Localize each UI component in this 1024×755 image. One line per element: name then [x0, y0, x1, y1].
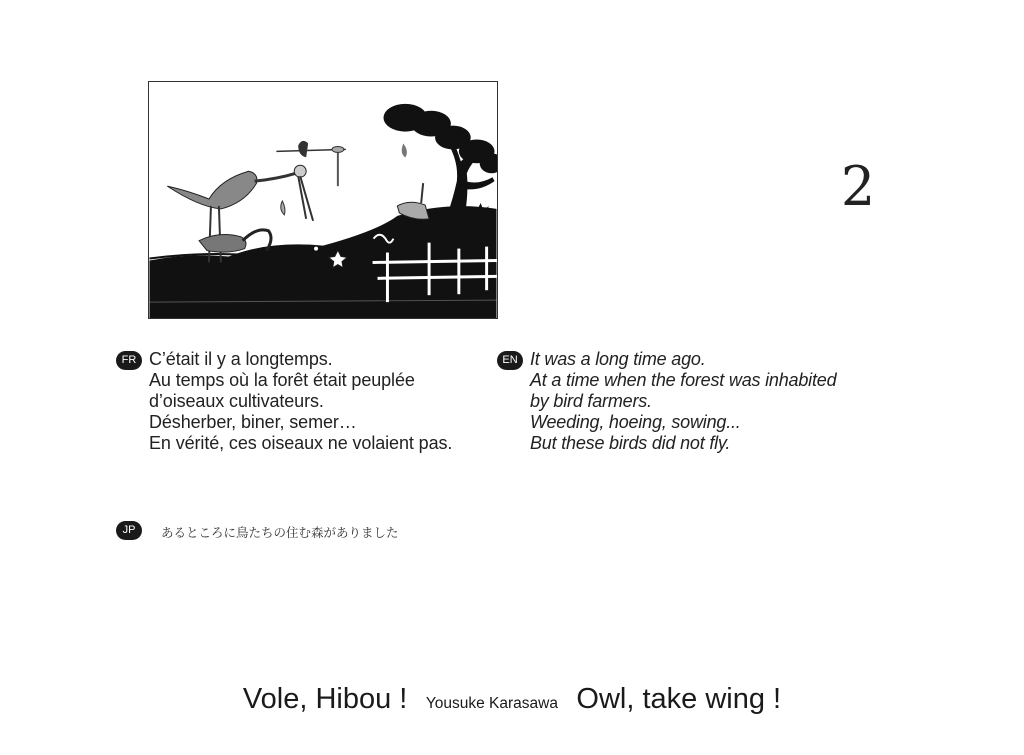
- english-text: [530, 349, 836, 454]
- author-name: Yousuke Karasawa: [425, 695, 558, 712]
- footer: [0, 683, 1024, 716]
- french-line: Désherber, biner, semer…: [149, 412, 357, 432]
- french-line: C’était il y a longtemps.: [149, 349, 333, 369]
- bird-farmers-illustration: [149, 82, 497, 318]
- title-french: Vole, Hibou !: [242, 683, 408, 715]
- page-number: 2: [840, 155, 876, 218]
- illustration: [148, 81, 498, 319]
- french-line: En vérité, ces oiseaux ne volaient pas.: [149, 433, 453, 453]
- english-line: At a time when the forest was inhabited: [530, 370, 837, 390]
- english-line: It was a long time ago.: [530, 349, 706, 369]
- french-text: [149, 349, 452, 454]
- french-line: Au temps où la forêt était peuplée: [149, 370, 415, 390]
- japanese-text: あるところに鳥たちの住む森がありました: [161, 525, 399, 540]
- english-line: by bird farmers.: [530, 391, 652, 411]
- english-line: Weeding, hoeing, sowing...: [530, 412, 741, 432]
- language-badge-jp: JP: [116, 521, 142, 540]
- english-line: But these birds did not fly.: [530, 433, 731, 453]
- french-line: d’oiseaux cultivateurs.: [149, 391, 324, 411]
- language-badge-fr: FR: [116, 351, 142, 370]
- language-badge-en: EN: [497, 351, 523, 370]
- title-english: Owl, take wing !: [576, 683, 782, 715]
